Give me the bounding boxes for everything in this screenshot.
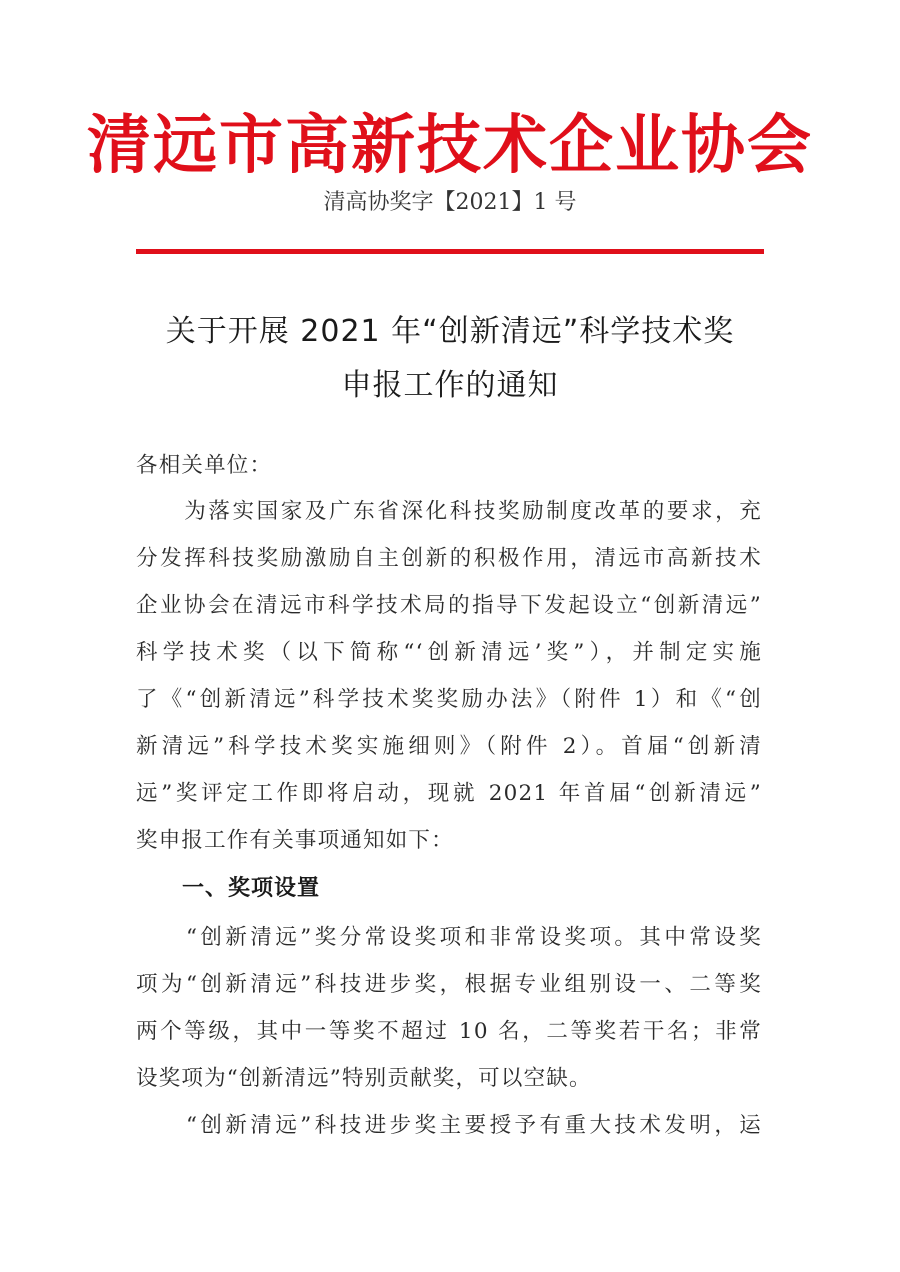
paragraph-1-line: 科学技术奖（以下简称“‘创新清远’奖”），并制定实施: [136, 640, 762, 665]
organization-letterhead: 清远市高新技术企业协会: [87, 108, 813, 183]
paragraph-1-line: 奖申报工作有关事项通知如下：: [136, 828, 454, 853]
document-number: 清高协奖字【2021】1 号: [323, 190, 577, 215]
salutation: 各相关单位：: [136, 453, 273, 478]
paragraph-3-line: “创新清远”科技进步奖主要授予有重大技术发明，运: [136, 1113, 762, 1138]
paragraph-2-line: 设奖项为“创新清远”特别贡献奖，可以空缺。: [136, 1066, 592, 1091]
paragraph-1-line: 为落实国家及广东省深化科技奖励制度改革的要求，充: [136, 499, 762, 524]
paragraph-1-line: 分发挥科技奖励激励自主创新的积极作用，清远市高新技术: [136, 546, 762, 571]
paragraph-1-line: 企业协会在清远市科学技术局的指导下发起设立“创新清远”: [136, 593, 762, 618]
paragraph-1-line: 新清远”科学技术奖实施细则》（附件 2）。首届“创新清: [136, 734, 762, 759]
paragraph-2-line: 项为“创新清远”科技进步奖，根据专业组别设一、二等奖: [136, 972, 762, 997]
notice-title-line-2: 申报工作的通知: [341, 368, 559, 403]
paragraph-2-line: “创新清远”奖分常设奖项和非常设奖项。其中常设奖: [136, 925, 762, 950]
paragraph-1-line: 了《“创新清远”科学技术奖奖励办法》（附件 1）和《“创: [136, 687, 762, 712]
paragraph-1-line: 远”奖评定工作即将启动，现就 2021 年首届“创新清远”: [136, 781, 762, 806]
section-heading-awards: 一、奖项设置: [182, 876, 321, 901]
paragraph-2-line: 两个等级，其中一等奖不超过 10 名，二等奖若干名；非常: [136, 1019, 762, 1044]
red-divider-rule: [136, 249, 764, 254]
notice-title-line-1: 关于开展 2021 年“创新清远”科学技术奖: [165, 314, 735, 349]
